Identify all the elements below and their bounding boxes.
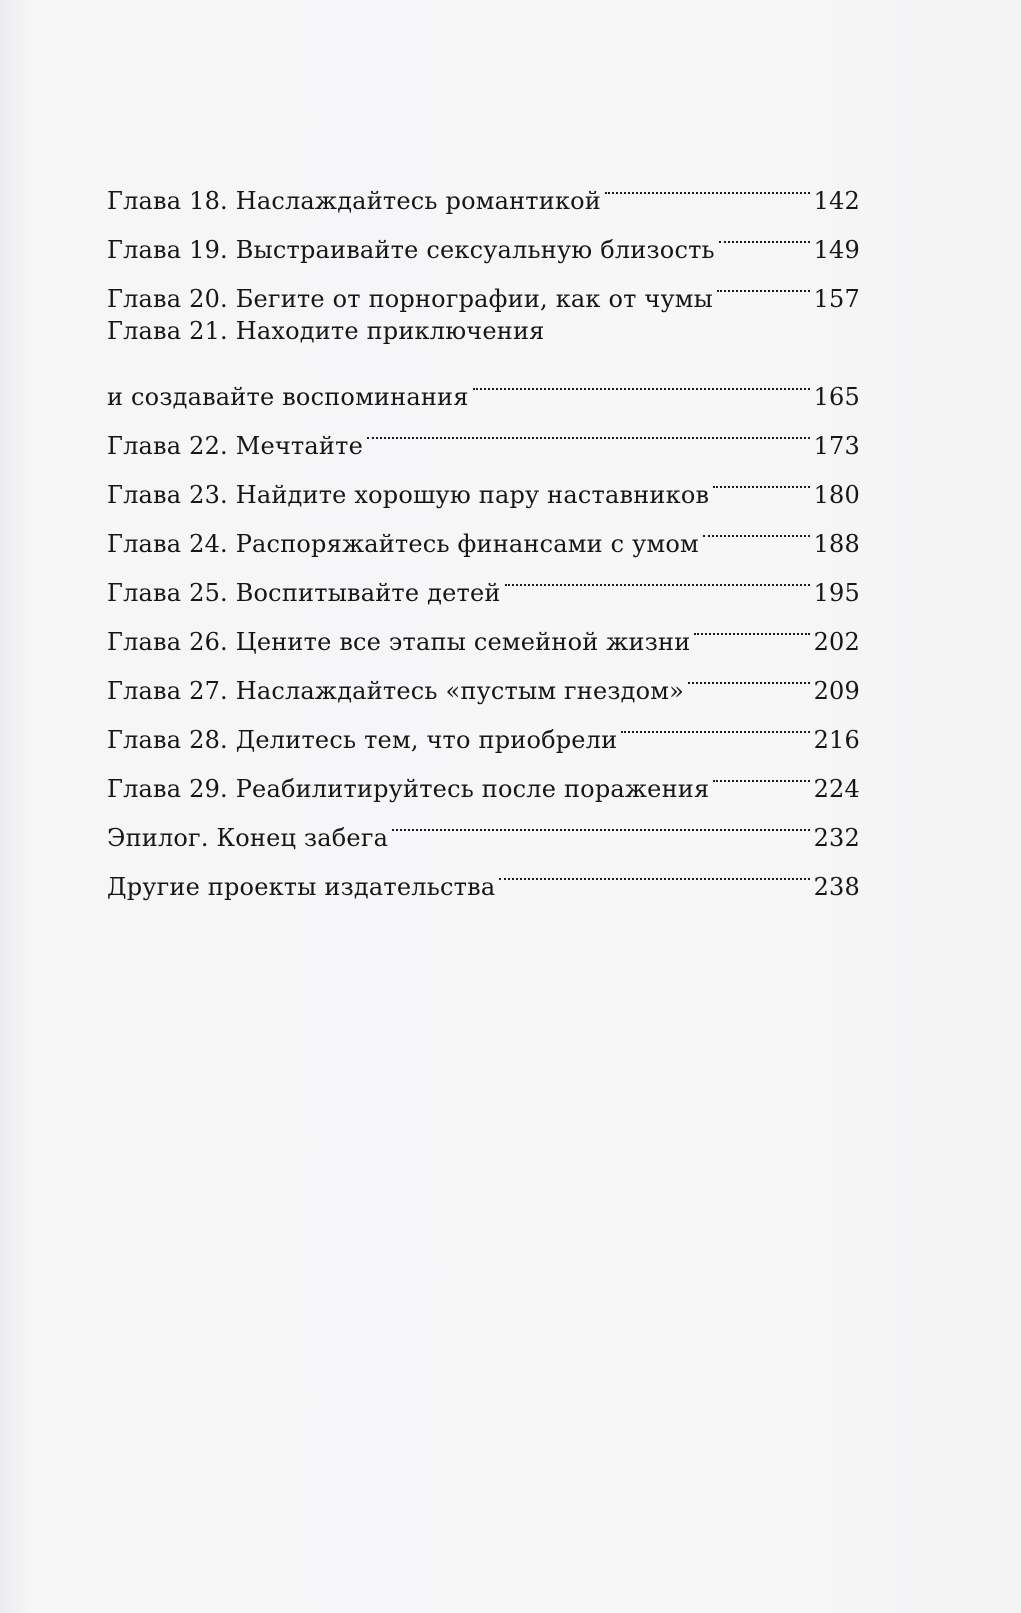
- toc-entry-title: Глава 27. Наслаждайтесь «пустым гнездом»: [107, 677, 685, 705]
- toc-entry-page: 238: [813, 873, 860, 901]
- dot-leader: [505, 552, 810, 601]
- dot-leader: [688, 650, 810, 699]
- table-of-contents: [107, 160, 860, 901]
- toc-entry-title: Глава 24. Распоряжайтесь финансами с умом: [107, 530, 699, 558]
- dot-leader: [367, 405, 810, 454]
- toc-entry-page: 224: [813, 775, 860, 803]
- dot-leader: [473, 356, 810, 405]
- toc-entry-title: Глава 18. Наслаждайтесь романтикой: [107, 187, 602, 215]
- toc-entry-page: 157: [813, 285, 860, 313]
- dot-leader: [621, 699, 809, 748]
- toc-entry: [107, 356, 860, 411]
- toc-entry-title: Глава 21. Находите приключения: [107, 317, 545, 345]
- dot-leader: [392, 797, 809, 846]
- toc-entry-page: 188: [813, 530, 860, 558]
- toc-entry-page: 195: [813, 579, 860, 607]
- toc-entry-page: 202: [813, 628, 860, 656]
- toc-entry-page: 216: [813, 726, 860, 754]
- dot-leader: [713, 454, 809, 503]
- toc-entry-title: Глава 23. Найдите хорошую пару наставников: [107, 481, 710, 509]
- toc-entry-title: Другие проекты издательства: [107, 873, 496, 901]
- toc-entry-title: Глава 20. Бегите от порнографии, как от чумы: [107, 285, 713, 313]
- toc-entry-page: 173: [813, 432, 860, 460]
- toc-entry-page: 180: [813, 481, 860, 509]
- toc-entry: [107, 160, 860, 215]
- dot-leader: [719, 209, 810, 258]
- toc-entry-title: Глава 19. Выстраивайте сексуальную близость: [107, 236, 715, 264]
- toc-entry-title: Эпилог. Конец забега: [107, 824, 389, 852]
- dot-leader: [694, 601, 809, 650]
- toc-entry-page: 209: [813, 677, 860, 705]
- toc-entry-title: и создавайте воспоминания: [107, 383, 469, 411]
- dot-leader: [717, 258, 810, 307]
- toc-entry: [107, 307, 860, 356]
- dot-leader: [713, 748, 809, 797]
- toc-entry-title: Глава 26. Цените все этапы семейной жизни: [107, 628, 691, 656]
- toc-entry-title: Глава 28. Делитесь тем, что приобрели: [107, 726, 618, 754]
- dot-leader: [499, 846, 809, 895]
- toc-entry-page: 142: [813, 187, 860, 215]
- toc-entry-title: Глава 22. Мечтайте: [107, 432, 363, 460]
- toc-entry-title: Глава 25. Воспитывайте детей: [107, 579, 501, 607]
- toc-entry-title: Глава 29. Реабилитируйтесь после поражения: [107, 775, 710, 803]
- toc-entry-page: 149: [813, 236, 860, 264]
- dot-leader: [703, 503, 810, 552]
- dot-leader: [605, 160, 810, 209]
- toc-entry-page: 165: [813, 383, 860, 411]
- toc-entry-page: 232: [813, 824, 860, 852]
